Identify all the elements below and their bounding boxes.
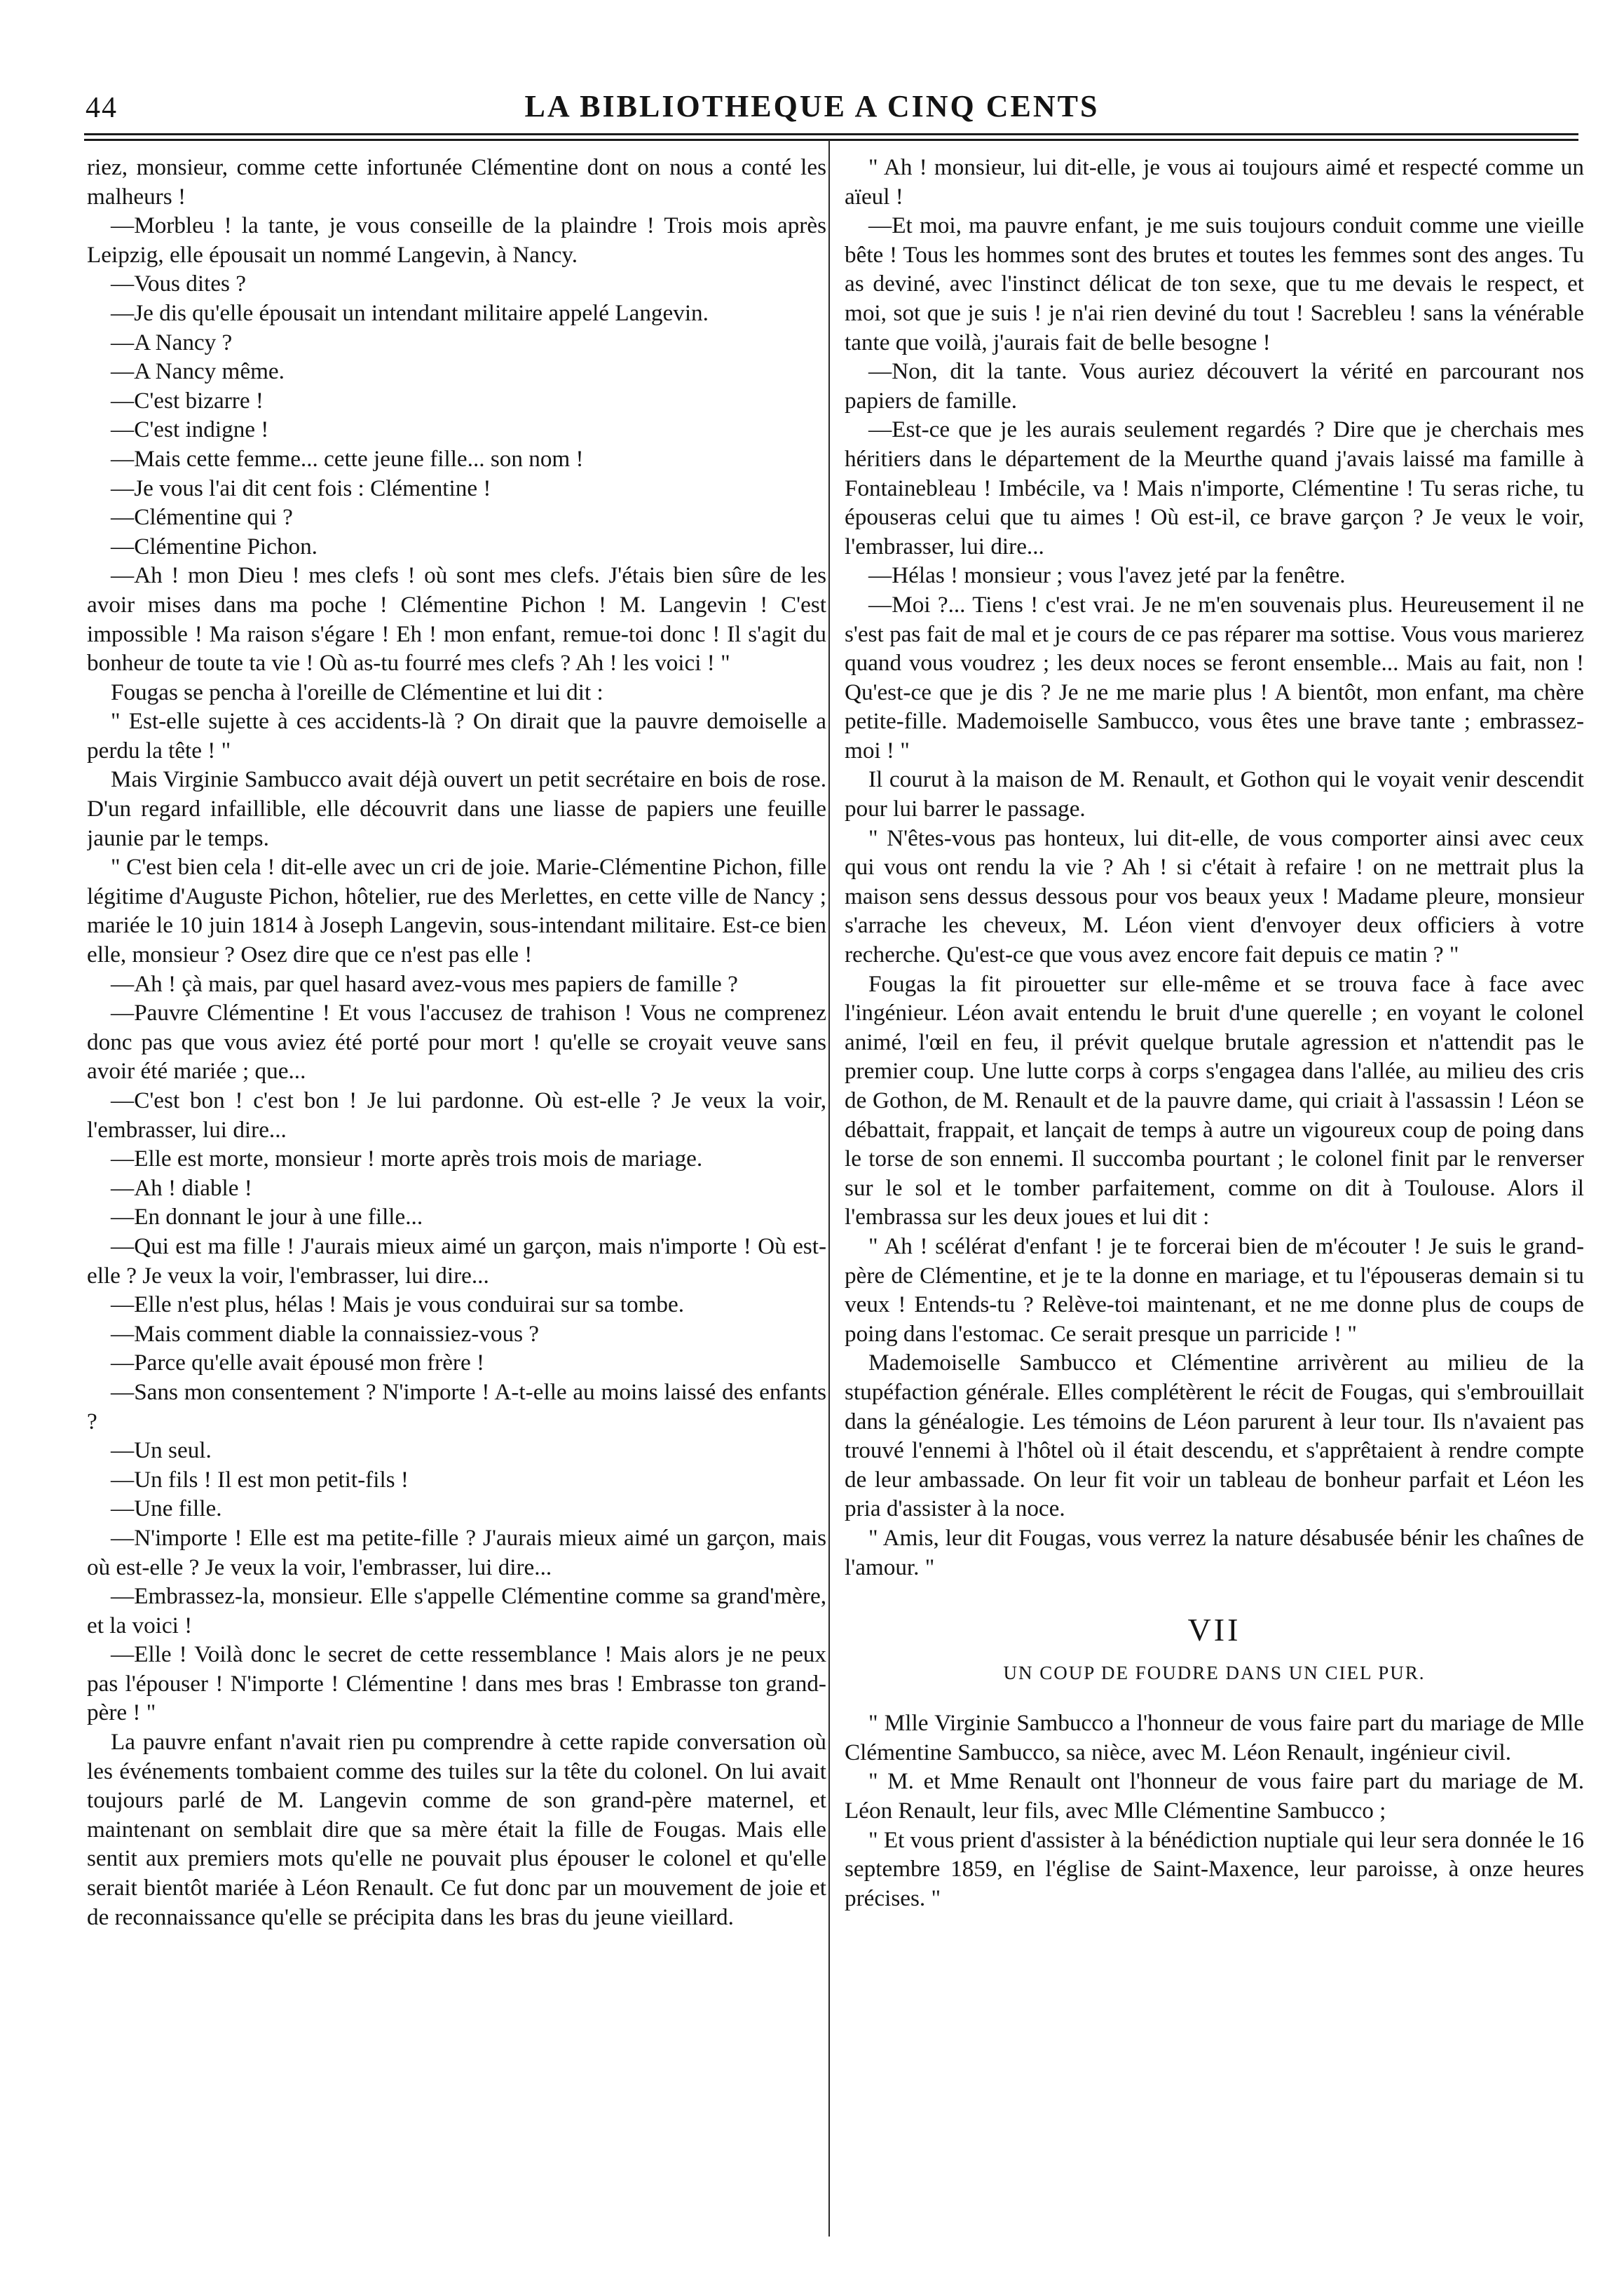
- paragraph: —N'importe ! Elle est ma petite-fille ? J'aurais mieux aimé un garçon, mais où est-elle ? Je veux la voir, l'embrasser, lui dire...: [87, 1524, 826, 1580]
- paragraph: —Ah ! çà mais, par quel hasard avez-vous mes papiers de famille ?: [111, 970, 738, 997]
- paragraph: —Et moi, ma pauvre enfant, je me suis toujours conduit comme une vieille bête ! Tous les hommes sont des brutes et toutes les femmes sont des anges. Tu as deviné, avec l'instinct délicat de ton sexe, que tu me devais le respect, et moi, sot que je suis ! je n'ai rien deviné du tout ! Sacrebleu ! sans la vénérable tante que voilà, j'aurais fait de belle besogne !: [845, 212, 1584, 355]
- chapter-title: UN COUP DE FOUDRE DANS UN CIEL PUR.: [1003, 1662, 1426, 1683]
- paragraph: —En donnant le jour à une fille...: [111, 1204, 423, 1230]
- left-column: [87, 153, 826, 2242]
- paragraph: —Je vous l'ai dit cent fois : Clémentine !: [111, 475, 491, 501]
- paragraph: —Elle n'est plus, hélas ! Mais je vous conduirai sur sa tombe.: [111, 1291, 685, 1318]
- paragraph: —Mais cette femme... cette jeune fille... son nom !: [111, 445, 584, 472]
- paragraph: Mademoiselle Sambucco et Clémentine arrivèrent au milieu de la stupéfaction générale. Elles complétèrent le récit de Fougas, qui s'embrouillait dans la généalogie. Les témoins de Léon parurent à leur tour. Ils n'avaient pas trouvé l'ennemi à l'hôtel où il était descendu, et s'apprêtaient à rendre compte de leur ambassade. On leur fit voir un tableau de bonheur parfait et Léon les pria d'assister à la noce.: [845, 1350, 1584, 1522]
- paragraph: —Moi ?... Tiens ! c'est vrai. Je ne m'en souvenais plus. Heureusement il ne s'est pas fait de mal et je cours de ce pas réparer ma sottise. Vous vous marierez quand vous voudrez ; les deux noces se feront ensemble... Mais au fait, non ! Qu'est-ce que je dis ? Je ne me marie plus ! A bientôt, mon enfant, ma chère petite-fille. Mademoiselle Sambucco, vous êtes une brave tante ; embrassez-moi ! ": [845, 591, 1584, 764]
- column-divider: [828, 140, 830, 2237]
- paragraph: " M. et Mme Renault ont l'honneur de vous faire part du mariage de M. Léon Renault, leur fils, avec Mlle Clémentine Sambucco ;: [845, 1768, 1584, 1824]
- paragraph: " Ah ! scélérat d'enfant ! je te forcerai bien de m'écouter ! Je suis le grand-père de Clémentine, et je te la donne en mariage, et tu l'épouseras demain si tu veux ! Entends-tu ? Relève-toi maintenant, et ne me donne plus de coups de poing dans l'estomac. Ce serait presque un parricide ! ": [845, 1233, 1584, 1347]
- paragraph: " Est-elle sujette à ces accidents-là ? On dirait que la pauvre demoiselle a perdu la tête ! ": [87, 708, 826, 764]
- paragraph: —Non, dit la tante. Vous auriez découvert la vérité en parcourant nos papiers de famille.: [845, 358, 1584, 414]
- paragraph: —C'est indigne !: [111, 416, 269, 443]
- paragraph: —Morbleu ! la tante, je vous conseille de la plaindre ! Trois mois après Leipzig, elle épousait un nommé Langevin, à Nancy.: [87, 212, 826, 268]
- right-column: [845, 153, 1584, 2242]
- paragraph: —Elle est morte, monsieur ! morte après trois mois de mariage.: [111, 1146, 703, 1172]
- paragraph: —Parce qu'elle avait épousé mon frère !: [111, 1350, 485, 1376]
- paragraph: —Un fils ! Il est mon petit-fils !: [111, 1466, 409, 1493]
- paragraph: —Qui est ma fille ! J'aurais mieux aimé un garçon, mais n'importe ! Où est-elle ? Je veux la voir, l'embrasser, lui dire...: [87, 1233, 826, 1289]
- paragraph: —Clémentine qui ?: [111, 504, 293, 531]
- paragraph: —Embrassez-la, monsieur. Elle s'appelle Clémentine comme sa grand'mère, et la voici !: [87, 1583, 826, 1638]
- paragraph: Fougas se pencha à l'oreille de Clémentine et lui dit :: [111, 679, 603, 705]
- paragraph: " C'est bien cela ! dit-elle avec un cri de joie. Marie-Clémentine Pichon, fille légitime d'Auguste Pichon, hôtelier, rue des Merlettes, en cette ville de Nancy ; mariée le 10 juin 1814 à Joseph Langevin, sous-intendant militaire. Est-ce bien elle, monsieur ? Osez dire que ce n'est pas elle !: [87, 854, 826, 968]
- paragraph: " Mlle Virginie Sambucco a l'honneur de vous faire part du mariage de Mlle Clémentine Sambucco, sa nièce, avec M. Léon Renault, ingénieur civil.: [845, 1710, 1584, 1765]
- paragraph: Fougas la fit pirouetter sur elle-même et se trouva face à face avec l'ingénieur. Léon avait entendu le bruit d'une querelle ; en voyant le colonel animé, l'œil en feu, il prévit quelque brutale agression et n'attendit pas le premier coup. Une lutte corps à corps s'engagea dans l'allée, au milieu des cris de Gothon, de M. Renault et de la pauvre dame, qui criait à l'assassin ! Léon se débattait, frappait, et lançait de temps à autre un vigoureux coup de poing dans le torse de son ennemi. Il succomba pourtant ; le colonel finit par le renverser sur le sol et le tomber parfaitement, comme on dit à Toulouse. Alors il l'embrassa sur les deux joues et lui dit :: [845, 970, 1584, 1230]
- paragraph: " Ah ! monsieur, lui dit-elle, je vous ai toujours aimé et respecté comme un aïeul !: [845, 154, 1584, 210]
- paragraph: " Amis, leur dit Fougas, vous verrez la nature désabusée bénir les chaînes de l'amour. ": [845, 1524, 1584, 1580]
- paragraph: —Un seul.: [111, 1437, 212, 1464]
- paragraph: —Hélas ! monsieur ; vous l'avez jeté par la fenêtre.: [868, 562, 1346, 589]
- paragraph: —Clémentine Pichon.: [111, 533, 318, 559]
- paragraph: La pauvre enfant n'avait rien pu comprendre à cette rapide conversation où les événements tombaient comme des tuiles sur la tête du colonel. On lui avait toujours parlé de M. Langevin comme de son grand-père maternel, et maintenant on semblait dire que sa mère était la fille de Fougas. Mais elle sentit aux premiers mots qu'elle ne pouvait plus épouser le colonel et qu'elle serait bientôt mariée à Léon Renault. Ce fut donc par un mouvement de joie et de reconnaissance qu'elle se précipita dans les bras du jeune vieillard.: [87, 1729, 826, 1930]
- paragraph: —Elle ! Voilà donc le secret de cette ressemblance ! Mais alors je ne peux pas l'épouser ! N'importe ! Clémentine ! dans mes bras ! Embrasse ton grand-père ! ": [87, 1641, 826, 1726]
- page-number: 44: [86, 92, 118, 124]
- paragraph: Il courut à la maison de M. Renault, et Gothon qui le voyait venir descendit pour lui barrer le passage.: [845, 766, 1584, 822]
- paragraph: —Pauvre Clémentine ! Et vous l'accusez de trahison ! Vous ne comprenez donc pas que vous aviez été porté pour mort ! qu'elle se croyait veuve sans avoir été mariée ; que...: [87, 1000, 826, 1085]
- paragraph: —Est-ce que je les aurais seulement regardés ? Dire que je cherchais mes héritiers dans le département de la Meurthe quand j'avais laissé ma famille à Fontainebleau ! Imbécile, va ! Mais n'importe, Clémentine ! Tu seras riche, tu épouseras celui que tu aimes ! Où est-il, ce brave garçon ? Je veux le voir, l'embrasser, lui dire...: [845, 416, 1584, 559]
- header-rule-bottom: [84, 139, 1578, 141]
- header-rule-top: [84, 133, 1578, 135]
- paragraph: —A Nancy ?: [111, 329, 233, 355]
- paragraph: Mais Virginie Sambucco avait déjà ouvert un petit secrétaire en bois de rose. D'un regard infaillible, elle découvrit dans une liasse de papiers une feuille jaunie par le temps.: [87, 766, 826, 851]
- paragraph: —C'est bizarre !: [111, 387, 264, 414]
- chapter-number: VII: [1187, 1612, 1241, 1648]
- paragraph: —A Nancy même.: [111, 358, 285, 385]
- paragraph: " Et vous prient d'assister à la bénédiction nuptiale qui leur sera donnée le 16 septembre 1859, en l'église de Saint-Maxence, leur paroisse, à onze heures précises. ": [845, 1826, 1584, 1911]
- paragraph: —Ah ! mon Dieu ! mes clefs ! où sont mes clefs. J'étais bien sûre de les avoir mises dans ma poche ! Clémentine Pichon ! M. Langevin ! C'est impossible ! Ma raison s'égare ! Eh ! mon enfant, remue-toi donc ! Il s'agit du bonheur de toute ta vie ! Où as-tu fourré mes clefs ? Ah ! les voici ! ": [87, 562, 826, 677]
- paragraph: —Mais comment diable la connaissiez-vous ?: [111, 1320, 540, 1347]
- paragraph: —Vous dites ?: [111, 271, 246, 297]
- paragraph: " N'êtes-vous pas honteux, lui dit-elle, de vous comporter ainsi avec ceux qui vous ont rendu la vie ? Ah ! si c'était à refaire ! on ne mettrait plus la maison sens dessus dessous pour vos beaux yeux ! Madame pleure, monsieur s'arrache les cheveux, M. Léon vient d'envoyer deux officiers à votre recherche. Qu'est-ce que vous avez encore fait depuis ce matin ? ": [845, 825, 1584, 968]
- paragraph: —Une fille.: [111, 1495, 222, 1522]
- paragraph: —Je dis qu'elle épousait un intendant militaire appelé Langevin.: [111, 299, 709, 326]
- running-head: LA BIBLIOTHEQUE A CINQ CENTS: [524, 89, 1100, 123]
- paragraph: —Sans mon consentement ? N'importe ! A-t-elle au moins laissé des enfants ?: [87, 1378, 826, 1434]
- paragraph: —C'est bon ! c'est bon ! Je lui pardonne. Où est-elle ? Je veux la voir, l'embrasser, lui dire...: [87, 1087, 826, 1143]
- paragraph: riez, monsieur, comme cette infortunée Clémentine dont on nous a conté les malheurs !: [87, 154, 826, 210]
- paragraph: —Ah ! diable !: [111, 1174, 252, 1201]
